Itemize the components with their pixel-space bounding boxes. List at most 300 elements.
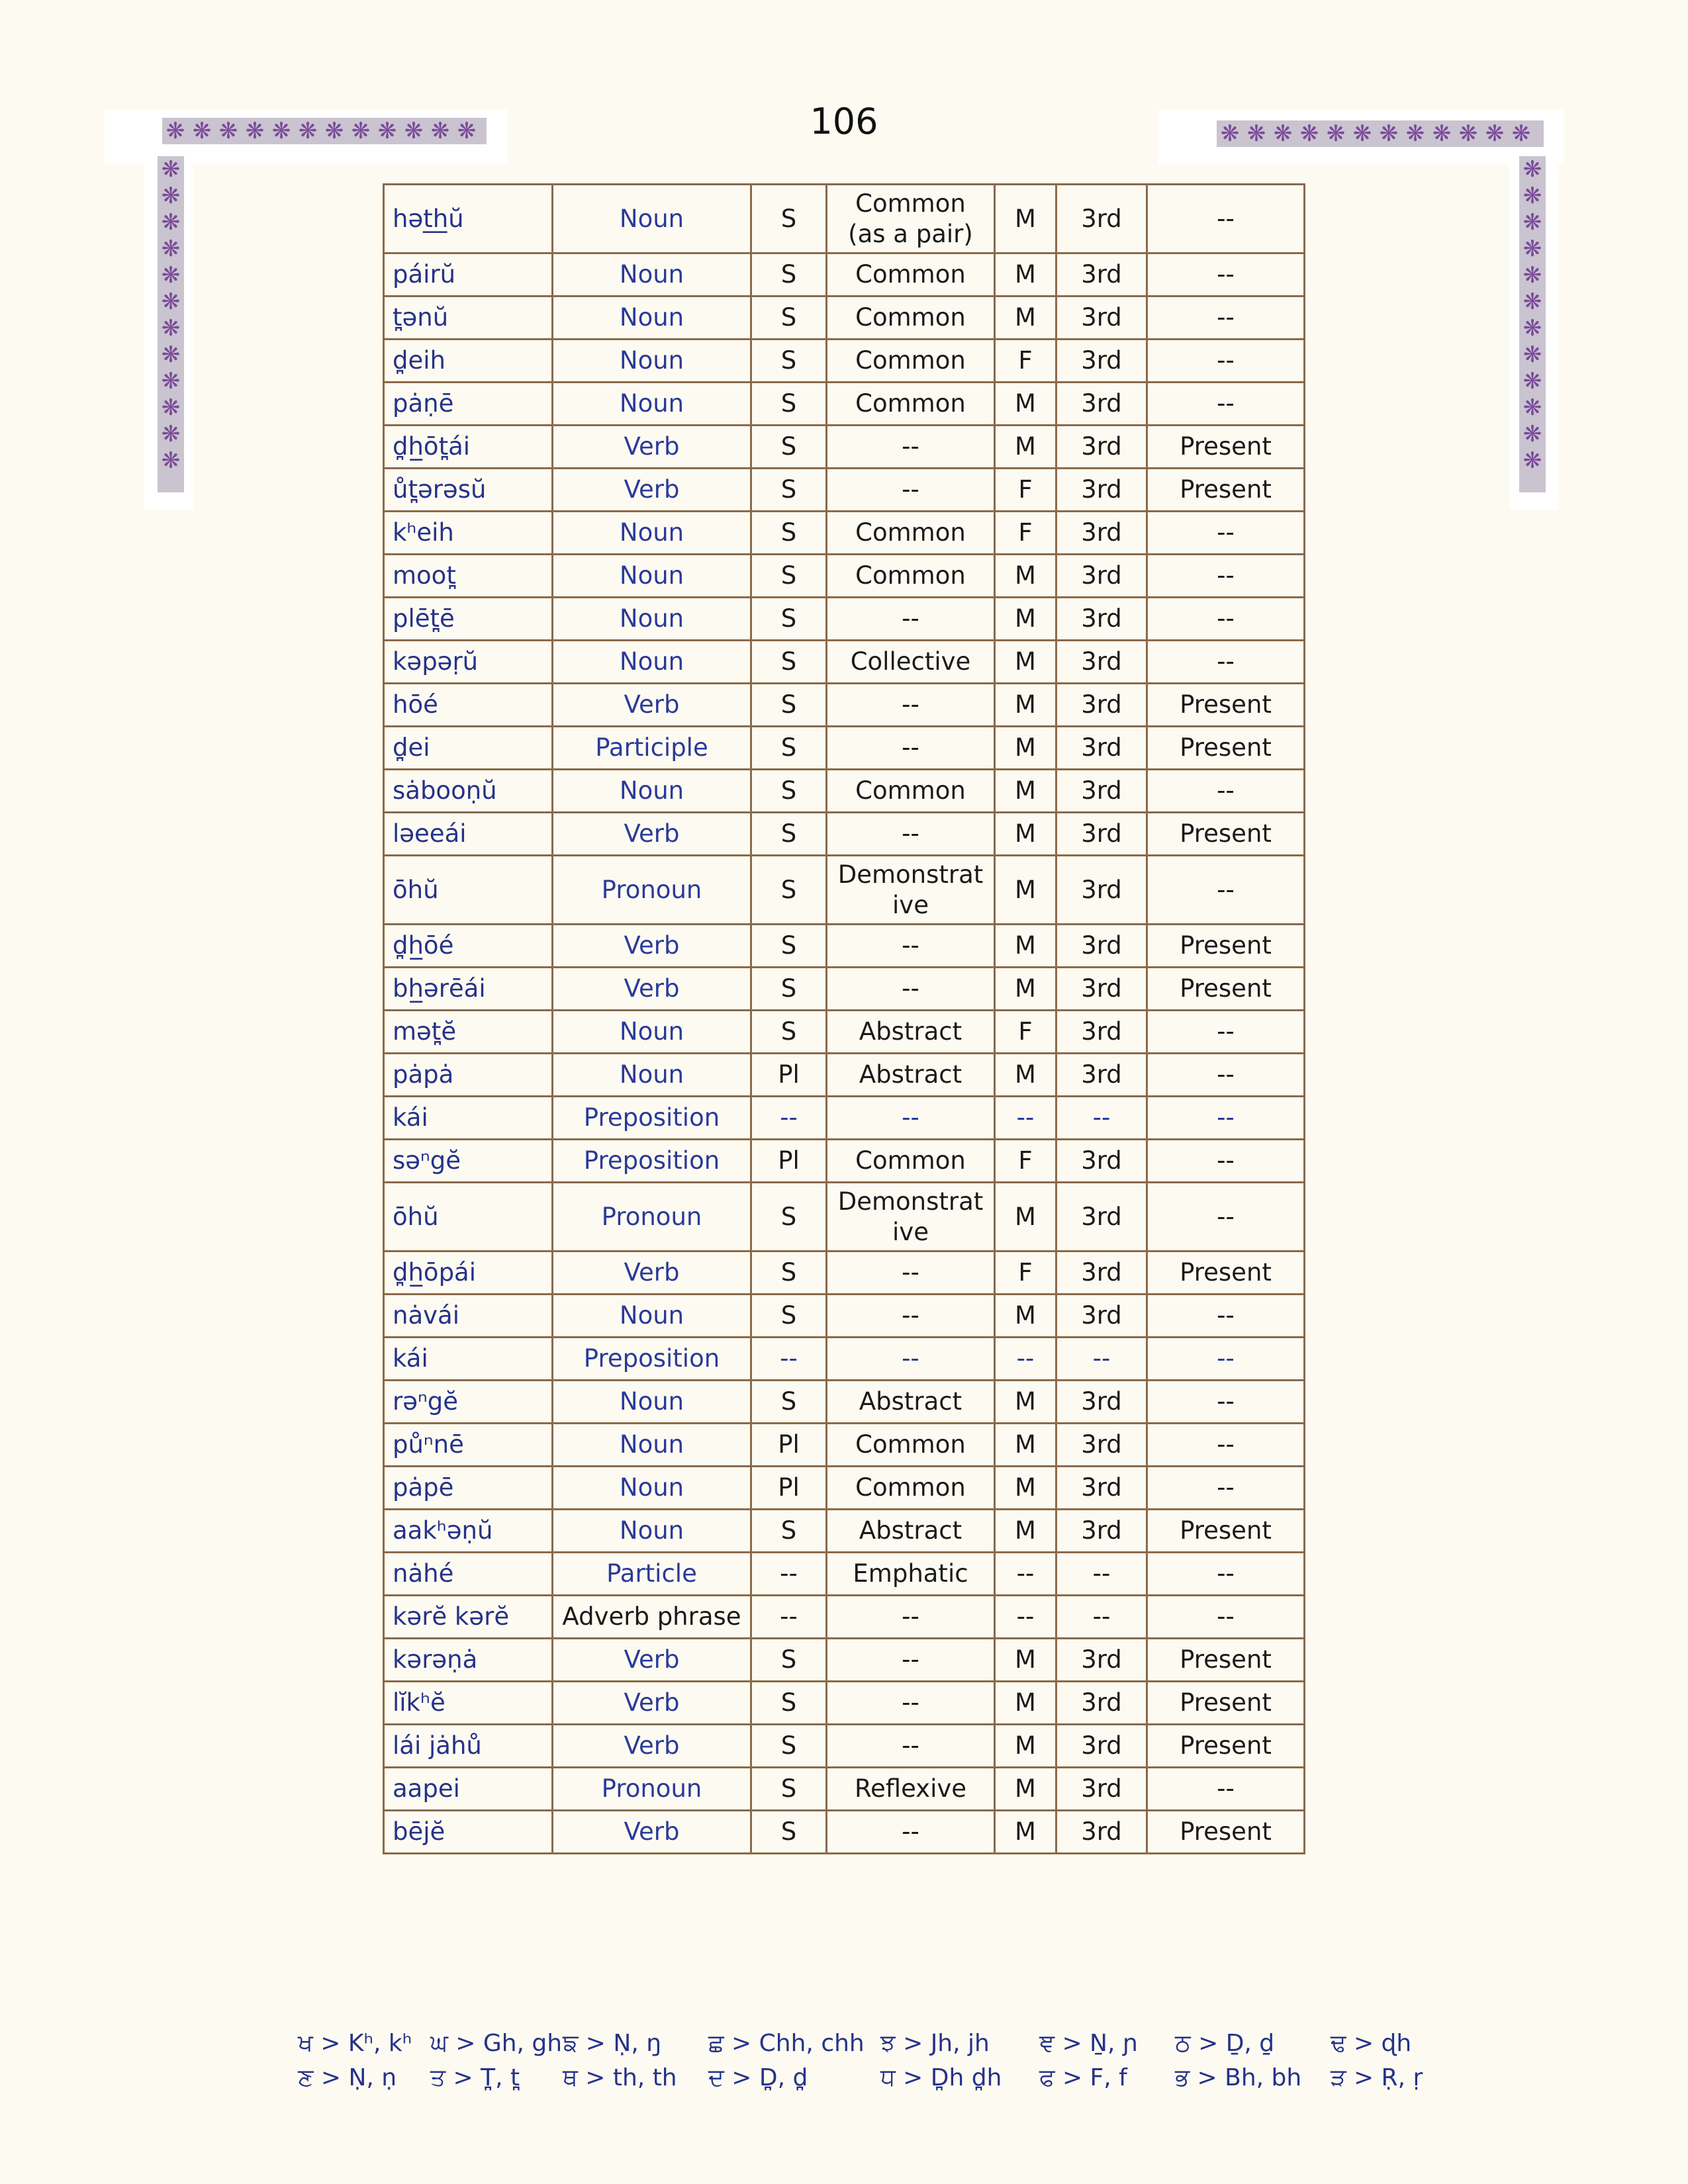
table-row: [384, 1054, 1305, 1097]
table-row: [384, 469, 1305, 512]
flower-ornament-icon: ❋: [218, 118, 238, 144]
cell-num: S: [751, 727, 827, 770]
cell-person: 3rd: [1056, 555, 1147, 598]
table-row: [384, 727, 1305, 770]
cell-num: S: [751, 1381, 827, 1424]
cell-type: --: [827, 1596, 995, 1639]
cell-pos: Noun: [553, 555, 751, 598]
flower-ornament-icon: ❋: [1246, 120, 1266, 147]
cell-type: Abstract: [827, 1054, 995, 1097]
cell-word: d̪h̲ōé: [384, 925, 553, 968]
cell-num: Pl: [751, 1140, 827, 1183]
cell-pos: Verb: [553, 684, 751, 727]
flower-ornament-icon: ❋: [1511, 120, 1531, 147]
table-row: [384, 512, 1305, 555]
flower-ornament-icon: ❋: [1220, 120, 1240, 147]
cell-person: 3rd: [1056, 1725, 1147, 1768]
cell-word: páirŭ: [384, 253, 553, 296]
cell-type: --: [827, 1682, 995, 1725]
table-row: [384, 968, 1305, 1011]
table-row: [384, 1639, 1305, 1682]
table-row: [384, 1183, 1305, 1251]
flower-ornament-icon: ❋: [1523, 289, 1542, 315]
cell-gender: M: [995, 598, 1056, 641]
cell-word: půⁿnē: [384, 1424, 553, 1467]
cell-tense: --: [1147, 1011, 1305, 1054]
cell-num: S: [751, 968, 827, 1011]
cell-pos: Verb: [553, 469, 751, 512]
cell-person: --: [1056, 1596, 1147, 1639]
cell-person: 3rd: [1056, 1467, 1147, 1510]
cell-pos: Participle: [553, 727, 751, 770]
table-row: [384, 1338, 1305, 1381]
cell-word: d̪h̲ōt̪ái: [384, 426, 553, 469]
cell-tense: --: [1147, 641, 1305, 684]
cell-tense: --: [1147, 1054, 1305, 1097]
ornament-border-top-right: [1217, 120, 1544, 147]
cell-word: rəⁿgĕ: [384, 1381, 553, 1424]
cell-word: kái: [384, 1097, 553, 1140]
cell-type: --: [827, 598, 995, 641]
cell-gender: M: [995, 1682, 1056, 1725]
cell-tense: Present: [1147, 426, 1305, 469]
cell-num: S: [751, 426, 827, 469]
cell-tense: Present: [1147, 727, 1305, 770]
cell-type: --: [827, 1338, 995, 1381]
cell-tense: Present: [1147, 1639, 1305, 1682]
page-number: 106: [810, 101, 878, 142]
cell-num: --: [751, 1338, 827, 1381]
cell-tense: Present: [1147, 1510, 1305, 1553]
cell-word: d̪h̲ōpái: [384, 1251, 553, 1295]
table-row: [384, 1553, 1305, 1596]
cell-type: --: [827, 1097, 995, 1140]
cell-type: Common (as a pair): [827, 185, 995, 253]
cell-person: 3rd: [1056, 1011, 1147, 1054]
cell-word: nȧhé: [384, 1553, 553, 1596]
flower-ornament-icon: ❋: [324, 118, 344, 144]
flower-ornament-icon: ❋: [1405, 120, 1425, 147]
cell-person: 3rd: [1056, 968, 1147, 1011]
cell-type: --: [827, 968, 995, 1011]
cell-person: 3rd: [1056, 469, 1147, 512]
legend-item: ਫ > F, f: [1039, 2064, 1127, 2091]
table-row: [384, 340, 1305, 383]
legend-item: ਦ > D̪, d̪: [708, 2064, 808, 2091]
cell-tense: Present: [1147, 1682, 1305, 1725]
cell-type: Demonstrat ive: [827, 1183, 995, 1251]
cell-pos: Verb: [553, 813, 751, 856]
cell-pos: Verb: [553, 1639, 751, 1682]
cell-num: Pl: [751, 1054, 827, 1097]
legend-item: ਣ > Ṇ, ṇ: [298, 2064, 397, 2091]
cell-person: 3rd: [1056, 813, 1147, 856]
flower-ornament-icon: ❋: [1523, 368, 1542, 394]
cell-person: 3rd: [1056, 1295, 1147, 1338]
cell-type: --: [827, 469, 995, 512]
cell-gender: M: [995, 555, 1056, 598]
cell-gender: M: [995, 1054, 1056, 1097]
cell-gender: M: [995, 813, 1056, 856]
table-row: [384, 253, 1305, 296]
cell-type: Common: [827, 1140, 995, 1183]
cell-gender: M: [995, 1725, 1056, 1768]
legend-item: ਧ > D̪h d̪h: [880, 2064, 1002, 2091]
cell-gender: --: [995, 1338, 1056, 1381]
cell-gender: --: [995, 1097, 1056, 1140]
flower-ornament-icon: ❋: [1432, 120, 1452, 147]
cell-num: S: [751, 253, 827, 296]
table-row: [384, 856, 1305, 925]
ornament-border-left: [158, 156, 184, 492]
cell-type: Reflexive: [827, 1768, 995, 1811]
cell-person: 3rd: [1056, 1054, 1147, 1097]
cell-type: Common: [827, 340, 995, 383]
flower-ornament-icon: ❋: [1523, 262, 1542, 289]
cell-pos: Verb: [553, 925, 751, 968]
cell-tense: --: [1147, 1553, 1305, 1596]
cell-word: moot̪: [384, 555, 553, 598]
cell-type: Common: [827, 383, 995, 426]
table-row: [384, 1011, 1305, 1054]
cell-person: 3rd: [1056, 727, 1147, 770]
cell-num: S: [751, 340, 827, 383]
cell-gender: F: [995, 469, 1056, 512]
cell-pos: Noun: [553, 641, 751, 684]
cell-person: 3rd: [1056, 641, 1147, 684]
cell-num: S: [751, 1811, 827, 1854]
flower-ornament-icon: ❋: [1326, 120, 1346, 147]
flower-ornament-icon: ❋: [161, 262, 181, 289]
cell-tense: --: [1147, 1424, 1305, 1467]
cell-person: 3rd: [1056, 253, 1147, 296]
legend-item: ਢ > ɖh: [1331, 2030, 1412, 2057]
cell-gender: M: [995, 1639, 1056, 1682]
flower-ornament-icon: ❋: [1523, 183, 1542, 209]
cell-tense: --: [1147, 253, 1305, 296]
cell-word: hōé: [384, 684, 553, 727]
cell-person: 3rd: [1056, 185, 1147, 253]
cell-pos: Noun: [553, 598, 751, 641]
cell-pos: Noun: [553, 253, 751, 296]
legend-item: ਥ > th, th: [563, 2064, 677, 2091]
table-row: [384, 1725, 1305, 1768]
cell-word: lái jȧhů: [384, 1725, 553, 1768]
flower-ornament-icon: ❋: [165, 118, 185, 144]
transliteration-legend: [298, 2026, 1423, 2095]
cell-type: --: [827, 1811, 995, 1854]
flower-ornament-icon: ❋: [457, 118, 477, 144]
cell-person: 3rd: [1056, 426, 1147, 469]
cell-pos: Noun: [553, 1424, 751, 1467]
cell-num: S: [751, 925, 827, 968]
flower-ornament-icon: ❋: [245, 118, 265, 144]
cell-word: pȧpē: [384, 1467, 553, 1510]
cell-gender: M: [995, 1183, 1056, 1251]
flower-ornament-icon: ❋: [404, 118, 424, 144]
cell-type: --: [827, 426, 995, 469]
cell-num: S: [751, 1295, 827, 1338]
cell-num: --: [751, 1097, 827, 1140]
cell-word: kərĕ kərĕ: [384, 1596, 553, 1639]
cell-pos: Verb: [553, 1725, 751, 1768]
cell-person: 3rd: [1056, 1424, 1147, 1467]
cell-type: --: [827, 925, 995, 968]
cell-tense: --: [1147, 555, 1305, 598]
legend-item: ਭ > Bh, bh: [1175, 2064, 1302, 2091]
legend-item: ਘ > Gh, gh: [430, 2030, 563, 2057]
cell-pos: Adverb phrase: [553, 1596, 751, 1639]
flower-ornament-icon: ❋: [1523, 394, 1542, 421]
cell-num: S: [751, 1011, 827, 1054]
cell-word: sȧbooṇŭ: [384, 770, 553, 813]
table-row: [384, 641, 1305, 684]
cell-person: 3rd: [1056, 1768, 1147, 1811]
table-row: [384, 1381, 1305, 1424]
cell-pos: Preposition: [553, 1097, 751, 1140]
cell-pos: Noun: [553, 185, 751, 253]
table-row: [384, 770, 1305, 813]
legend-item: ਙ > Ṇ, ŋ: [563, 2030, 662, 2057]
cell-pos: Noun: [553, 1381, 751, 1424]
cell-gender: M: [995, 856, 1056, 925]
cell-pos: Verb: [553, 1251, 751, 1295]
cell-type: --: [827, 1295, 995, 1338]
table-row: [384, 684, 1305, 727]
table-row: [384, 1097, 1305, 1140]
cell-num: S: [751, 185, 827, 253]
flower-ornament-icon: ❋: [161, 421, 181, 447]
cell-num: S: [751, 1725, 827, 1768]
grammar-table: [383, 183, 1305, 1854]
cell-pos: Noun: [553, 340, 751, 383]
cell-num: S: [751, 1639, 827, 1682]
cell-tense: --: [1147, 512, 1305, 555]
table-row: [384, 1510, 1305, 1553]
cell-num: S: [751, 598, 827, 641]
cell-person: 3rd: [1056, 1381, 1147, 1424]
cell-pos: Noun: [553, 770, 751, 813]
cell-pos: Noun: [553, 1295, 751, 1338]
cell-tense: --: [1147, 770, 1305, 813]
cell-person: 3rd: [1056, 1140, 1147, 1183]
cell-person: 3rd: [1056, 684, 1147, 727]
cell-tense: Present: [1147, 813, 1305, 856]
cell-word: kərəṇȧ: [384, 1639, 553, 1682]
cell-pos: Noun: [553, 296, 751, 340]
cell-gender: M: [995, 1381, 1056, 1424]
flower-ornament-icon: ❋: [1458, 120, 1478, 147]
cell-person: 3rd: [1056, 1510, 1147, 1553]
cell-num: --: [751, 1596, 827, 1639]
cell-gender: M: [995, 253, 1056, 296]
legend-item: ਝ > Jh, jh: [880, 2030, 990, 2057]
flower-ornament-icon: ❋: [161, 156, 181, 183]
table-row: [384, 1596, 1305, 1639]
cell-person: 3rd: [1056, 383, 1147, 426]
cell-tense: --: [1147, 1596, 1305, 1639]
flower-ornament-icon: ❋: [1273, 120, 1293, 147]
table-row: [384, 1424, 1305, 1467]
table-row: [384, 1811, 1305, 1854]
cell-pos: Preposition: [553, 1338, 751, 1381]
flower-ornament-icon: ❋: [161, 183, 181, 209]
cell-tense: --: [1147, 383, 1305, 426]
flower-ornament-icon: ❋: [161, 289, 181, 315]
table-row: [384, 1467, 1305, 1510]
cell-type: Common: [827, 512, 995, 555]
cell-gender: M: [995, 1467, 1056, 1510]
table-row: [384, 426, 1305, 469]
legend-item: ਠ > Ḏ, ḏ: [1175, 2030, 1275, 2057]
cell-word: d̪ei: [384, 727, 553, 770]
cell-num: S: [751, 684, 827, 727]
cell-type: Abstract: [827, 1011, 995, 1054]
cell-word: nȧvái: [384, 1295, 553, 1338]
legend-row: [298, 2061, 1423, 2095]
cell-word: bējĕ: [384, 1811, 553, 1854]
table-row: [384, 925, 1305, 968]
table-row: [384, 555, 1305, 598]
cell-type: --: [827, 727, 995, 770]
table-row: [384, 185, 1305, 253]
cell-type: Common: [827, 253, 995, 296]
flower-ornament-icon: ❋: [161, 368, 181, 394]
cell-tense: Present: [1147, 925, 1305, 968]
cell-pos: Noun: [553, 1011, 751, 1054]
cell-person: --: [1056, 1553, 1147, 1596]
cell-tense: Present: [1147, 1811, 1305, 1854]
cell-type: Common: [827, 555, 995, 598]
legend-item: ੜ > Ṛ, ṛ: [1331, 2064, 1423, 2091]
cell-num: S: [751, 469, 827, 512]
cell-type: Common: [827, 1467, 995, 1510]
cell-tense: --: [1147, 1140, 1305, 1183]
flower-ornament-icon: ❋: [161, 394, 181, 421]
cell-pos: Particle: [553, 1553, 751, 1596]
flower-ornament-icon: ❋: [161, 447, 181, 474]
cell-word: aakʰəṇŭ: [384, 1510, 553, 1553]
flower-ornament-icon: ❋: [192, 118, 212, 144]
cell-num: S: [751, 856, 827, 925]
cell-gender: M: [995, 383, 1056, 426]
cell-word: səⁿgĕ: [384, 1140, 553, 1183]
cell-pos: Noun: [553, 383, 751, 426]
cell-gender: F: [995, 512, 1056, 555]
cell-pos: Noun: [553, 1510, 751, 1553]
table-row: [384, 598, 1305, 641]
ornament-border-right: [1519, 156, 1546, 492]
cell-person: 3rd: [1056, 340, 1147, 383]
cell-num: S: [751, 1510, 827, 1553]
cell-pos: Noun: [553, 1467, 751, 1510]
cell-word: kái: [384, 1338, 553, 1381]
flower-ornament-icon: ❋: [1352, 120, 1372, 147]
cell-person: 3rd: [1056, 1251, 1147, 1295]
cell-gender: M: [995, 684, 1056, 727]
table-row: [384, 1768, 1305, 1811]
cell-pos: Noun: [553, 512, 751, 555]
cell-gender: F: [995, 1011, 1056, 1054]
flower-ornament-icon: ❋: [1379, 120, 1399, 147]
cell-gender: M: [995, 1811, 1056, 1854]
flower-ornament-icon: ❋: [271, 118, 291, 144]
cell-tense: --: [1147, 296, 1305, 340]
cell-gender: M: [995, 1510, 1056, 1553]
flower-ornament-icon: ❋: [1523, 447, 1542, 474]
ornament-border-top-left: [162, 118, 487, 144]
flower-ornament-icon: ❋: [161, 209, 181, 236]
cell-tense: --: [1147, 185, 1305, 253]
cell-gender: F: [995, 1140, 1056, 1183]
cell-type: --: [827, 1251, 995, 1295]
legend-row: [298, 2026, 1423, 2061]
cell-person: 3rd: [1056, 1639, 1147, 1682]
cell-person: 3rd: [1056, 296, 1147, 340]
cell-word: kʰeih: [384, 512, 553, 555]
table-row: [384, 383, 1305, 426]
cell-tense: Present: [1147, 469, 1305, 512]
cell-num: --: [751, 1553, 827, 1596]
cell-gender: M: [995, 968, 1056, 1011]
cell-word: aapei: [384, 1768, 553, 1811]
cell-type: Common: [827, 1424, 995, 1467]
cell-gender: M: [995, 1424, 1056, 1467]
cell-type: Abstract: [827, 1381, 995, 1424]
table-row: [384, 1682, 1305, 1725]
cell-tense: Present: [1147, 684, 1305, 727]
cell-gender: M: [995, 925, 1056, 968]
legend-item: ਖ > Kʰ, kʰ: [298, 2030, 412, 2057]
cell-num: S: [751, 1251, 827, 1295]
flower-ornament-icon: ❋: [1523, 236, 1542, 262]
flower-ornament-icon: ❋: [161, 236, 181, 262]
cell-type: Common: [827, 770, 995, 813]
cell-person: 3rd: [1056, 512, 1147, 555]
cell-word: ōhŭ: [384, 856, 553, 925]
cell-person: --: [1056, 1338, 1147, 1381]
cell-person: 3rd: [1056, 598, 1147, 641]
table-row: [384, 813, 1305, 856]
cell-pos: Verb: [553, 968, 751, 1011]
cell-type: --: [827, 813, 995, 856]
cell-tense: --: [1147, 1097, 1305, 1140]
cell-word: pȧṇē: [384, 383, 553, 426]
flower-ornament-icon: ❋: [1523, 156, 1542, 183]
cell-gender: F: [995, 1251, 1056, 1295]
cell-tense: --: [1147, 1183, 1305, 1251]
cell-num: S: [751, 383, 827, 426]
cell-person: --: [1056, 1097, 1147, 1140]
cell-gender: --: [995, 1553, 1056, 1596]
cell-num: S: [751, 296, 827, 340]
cell-tense: --: [1147, 1381, 1305, 1424]
cell-gender: M: [995, 296, 1056, 340]
cell-pos: Pronoun: [553, 856, 751, 925]
cell-word: t̪ənŭ: [384, 296, 553, 340]
cell-pos: Noun: [553, 1054, 751, 1097]
cell-word: ōhŭ: [384, 1183, 553, 1251]
cell-tense: --: [1147, 1467, 1305, 1510]
cell-tense: --: [1147, 1295, 1305, 1338]
cell-type: Emphatic: [827, 1553, 995, 1596]
cell-num: S: [751, 1768, 827, 1811]
cell-gender: M: [995, 185, 1056, 253]
cell-word: pȧpȧ: [384, 1054, 553, 1097]
cell-pos: Pronoun: [553, 1768, 751, 1811]
flower-ornament-icon: ❋: [1523, 341, 1542, 368]
cell-word: bh̲ərēái: [384, 968, 553, 1011]
